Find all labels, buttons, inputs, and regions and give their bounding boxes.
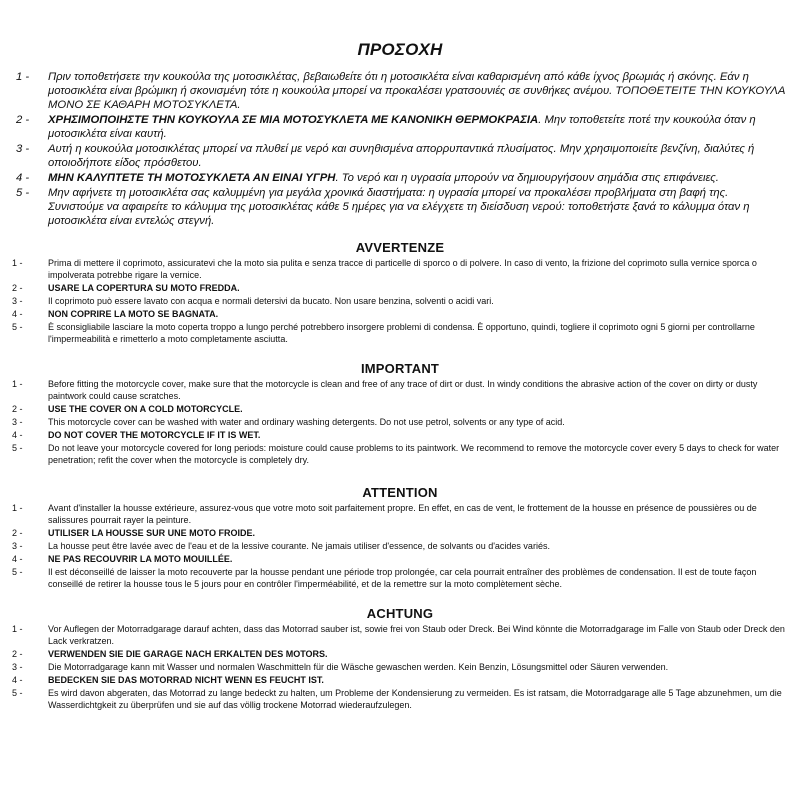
item-number: 5 - — [12, 567, 23, 577]
item-number: 3 - — [16, 143, 30, 155]
list-item — [0, 661, 800, 673]
item-number: 5 - — [16, 187, 30, 199]
list-item — [0, 442, 800, 466]
item-number: 1 - — [12, 379, 23, 389]
item-number: 3 - — [12, 541, 23, 551]
french-title: ATTENTION — [362, 485, 438, 500]
item-number: 3 - — [12, 662, 23, 672]
item-number: 1 - — [12, 503, 23, 513]
item-number: 1 - — [12, 258, 23, 268]
list-item — [0, 416, 800, 428]
item-text: Il est déconseillé de laisser la moto recouverte par la housse pendant une période trop prolongée, car cela pourrait entraîner des problèmes de condensation. Il est de toute façon conseillé de retirer la housse tous le 5 jours pour en contrôler l'imperméabilité, et de la remettre sur la moto complètement sèche. — [48, 567, 757, 589]
list-item — [0, 403, 800, 415]
item-text: Μην αφήνετε τη μοτοσικλέτα σας καλυμμένη για μεγάλα χρονικά διαστήματα: η υγρασία μπορεί να προκαλέσει προβλήματα στη βαφή της. Συνιστούμε να αφαιρείτε το κάλυμμα της μοτοσικλέτας κάθε 5 ημέρες για να ελέγχετε τη διείσδυση νερού: τοποθετήστε ξανά το κάλυμμα όταν η μοτοσικλέτα είναι εντελώς στεγνή. — [48, 187, 750, 227]
item-text: Vor Auflegen der Motorradgarage darauf achten, dass das Motorrad sauber ist, sowie frei von Staub oder Dreck. Bei Wind könnte die Motorradgarage im Falle von Staub oder Dreck den Lack verkratzen. — [48, 624, 785, 646]
list-item — [0, 566, 800, 590]
item-number: 4 - — [16, 172, 30, 184]
item-text: Πριν τοποθετήσετε την κουκούλα της μοτοσικλέτας, βεβαιωθείτε ότι η μοτοσικλέτα είναι καθαρισμένη από κάθε ίχνος βρωμιάς ή σκόνης. Εάν η μοτοσικλέτα είναι βρώμικη ή σκονισμένη τότε η κουκούλα μπορεί να προκαλέσει γρατσουνιές σε συνθήκες ανέμου. ΤΟΠΟΘΕΤΕΙΤΕ ΤΗΝ ΚΟΥΚΟΥΛΑ ΜΟΝΟ ΣΕ ΚΑΘΑΡΗ ΜΟΤΟΣΥΚΛΕΤΑ. — [48, 71, 785, 111]
item-text: Avant d'installer la housse extérieure, assurez-vous que votre moto soit parfaitement propre. En effet, en cas de vent, le frottement de la housse en présence de poussières ou de salissures pourrait rayer la peinture. — [48, 503, 757, 525]
english-title: IMPORTANT — [360, 361, 440, 376]
item-number: 4 - — [12, 309, 23, 319]
item-text: È sconsigliabile lasciare la moto coperta troppo a lungo perché potrebbero insorgere problemi di condensa. È opportuno, quindi, togliere il coprimoto ogni 5 giorni per controllarne l'impermeabilità e rimetterlo a moto completamente asciutta. — [48, 322, 755, 344]
french-items — [0, 502, 800, 590]
item-text: Prima di mettere il coprimoto, assicuratevi che la moto sia pulita e senza tracce di particelle di sporco o di polvere. In caso di vento, la frizione del coprimoto sulla vernice sporca o impolverata potrebbe rigare la vernice. — [48, 258, 757, 280]
item-number: 1 - — [12, 624, 23, 634]
list-item — [0, 502, 800, 526]
greek-title: ΠΡΟΣΟΧΗ — [357, 40, 443, 59]
english-items — [0, 378, 800, 466]
list-item — [0, 378, 800, 402]
item-number: 2 - — [12, 404, 23, 414]
item-text: This motorcycle cover can be washed with water and ordinary washing detergents. Do not use petrol, solvents or any type of acid. — [48, 417, 565, 427]
item-bold-text: ΧΡΗΣΙΜΟΠΟΙΗΣΤΕ ΤΗΝ ΚΟΥΚΟΥΛΑ ΣΕ ΜΙΑ ΜΟΤΟΣΥΚΛΕΤΑ ΜΕ ΚΑΝΟΝΙΚΗ ΘΕΡΜΟΚΡΑΣΙΑ — [48, 114, 539, 126]
item-text: . Το νερό και η υγρασία μπορούν να δημιουργήσουν σημάδια στις επιφάνειες. — [335, 172, 719, 184]
list-item — [0, 113, 800, 141]
list-item — [0, 282, 800, 294]
list-item — [0, 540, 800, 552]
item-bold-text: NON COPRIRE LA MOTO SE BAGNATA. — [48, 309, 219, 319]
list-item — [0, 142, 800, 170]
item-number: 2 - — [12, 283, 23, 293]
greek-items — [0, 70, 800, 228]
item-number: 5 - — [12, 443, 23, 453]
list-item — [0, 648, 800, 660]
item-bold-text: DO NOT COVER THE MOTORCYCLE IF IT IS WET. — [48, 430, 261, 440]
item-text: Il coprimoto può essere lavato con acqua e normali detersivi da bucato. Non usare benzina, solventi o acidi vari. — [48, 296, 494, 306]
item-text: Es wird davon abgeraten, das Motorrad zu lange bedeckt zu halten, um Probleme der Kondensierung zu vermeiden. Es ist ratsam, die Motorradgarage alle 5 Tage abzunehmen, um die Wasserdichtgkeit zu überprüfen und sie auf das völlig trockene Motorrad wiederaufzulegen. — [48, 688, 782, 710]
item-number: 3 - — [12, 417, 23, 427]
list-item — [0, 429, 800, 441]
english-section — [0, 361, 800, 467]
list-item — [0, 553, 800, 565]
italian-section — [0, 240, 800, 346]
item-text: Αυτή η κουκούλα μοτοσικλέτας μπορεί να πλυθεί με νερό και συνηθισμένα απορρυπαντικά πλυσίματος. Μην χρησιμοποιείτε βενζίνη, διαλύτες ή οποιοδήποτε είδος πρόσθετου. — [48, 143, 755, 169]
item-text: . Μην τοποθετείτε ποτέ την κουκούλα όταν η μοτοσικλέτα είναι καυτή. — [48, 114, 756, 140]
item-number: 4 - — [12, 430, 23, 440]
list-item — [0, 70, 800, 112]
item-number: 1 - — [16, 71, 30, 83]
italian-title: AVVERTENZE — [355, 240, 445, 255]
item-text: La housse peut être lavée avec de l'eau et de la lessive courante. Ne jamais utiliser d'essence, de solvants ou d'acides variés. — [48, 541, 550, 551]
item-number: 5 - — [12, 688, 23, 698]
greek-section — [0, 40, 800, 229]
list-item — [0, 674, 800, 686]
item-bold-text: BEDECKEN SIE DAS MOTORRAD NICHT WENN ES FEUCHT IST. — [48, 675, 324, 685]
list-item — [0, 171, 800, 185]
item-bold-text: VERWENDEN SIE DIE GARAGE NACH ERKALTEN DES MOTORS. — [48, 649, 328, 659]
italian-items — [0, 257, 800, 345]
item-bold-text: UTILISER LA HOUSSE SUR UNE MOTO FROIDE. — [48, 528, 256, 538]
item-number: 2 - — [16, 114, 30, 126]
item-text: Before fitting the motorcycle cover, make sure that the motorcycle is clean and free of any trace of dirt or dust. In windy conditions the abrasive action of the cover on dirty or dusty paintwork could cause scratches. — [48, 379, 758, 401]
item-text: Die Motorradgarage kann mit Wasser und normalen Waschmitteln für die Wäsche gewaschen werden. Kein Benzin, Lösungsmittel oder Säuren verwenden. — [48, 662, 669, 672]
german-items — [0, 623, 800, 711]
list-item — [0, 623, 800, 647]
list-item — [0, 687, 800, 711]
item-number: 5 - — [12, 322, 23, 332]
item-number: 2 - — [12, 649, 23, 659]
item-number: 4 - — [12, 675, 23, 685]
german-title: ACHTUNG — [366, 606, 434, 621]
list-item — [0, 527, 800, 539]
french-section — [0, 485, 800, 591]
list-item — [0, 295, 800, 307]
list-item — [0, 186, 800, 228]
item-text: Do not leave your motorcycle covered for long periods: moisture could cause problems to its paintwork. We recommend to remove the motorcycle cover every 5 days to check for water penetration; refit the cover when the motorcycle is completely dry. — [48, 443, 780, 465]
item-bold-text: ΜΗΝ ΚΑΛΥΠΤΕΤΕ ΤΗ ΜΟΤΟΣΥΚΛΕΤΑ ΑΝ ΕΙΝΑΙ ΥΓΡΗ — [48, 172, 336, 184]
item-bold-text: USE THE COVER ON A COLD MOTORCYCLE. — [48, 404, 243, 414]
german-section — [0, 606, 800, 712]
list-item — [0, 308, 800, 320]
item-number: 3 - — [12, 296, 23, 306]
item-number: 4 - — [12, 554, 23, 564]
item-number: 2 - — [12, 528, 23, 538]
item-bold-text: NE PAS RECOUVRIR LA MOTO MOUILLÉE. — [48, 554, 233, 564]
list-item — [0, 257, 800, 281]
item-bold-text: USARE LA COPERTURA SU MOTO FREDDA. — [48, 283, 240, 293]
list-item — [0, 321, 800, 345]
